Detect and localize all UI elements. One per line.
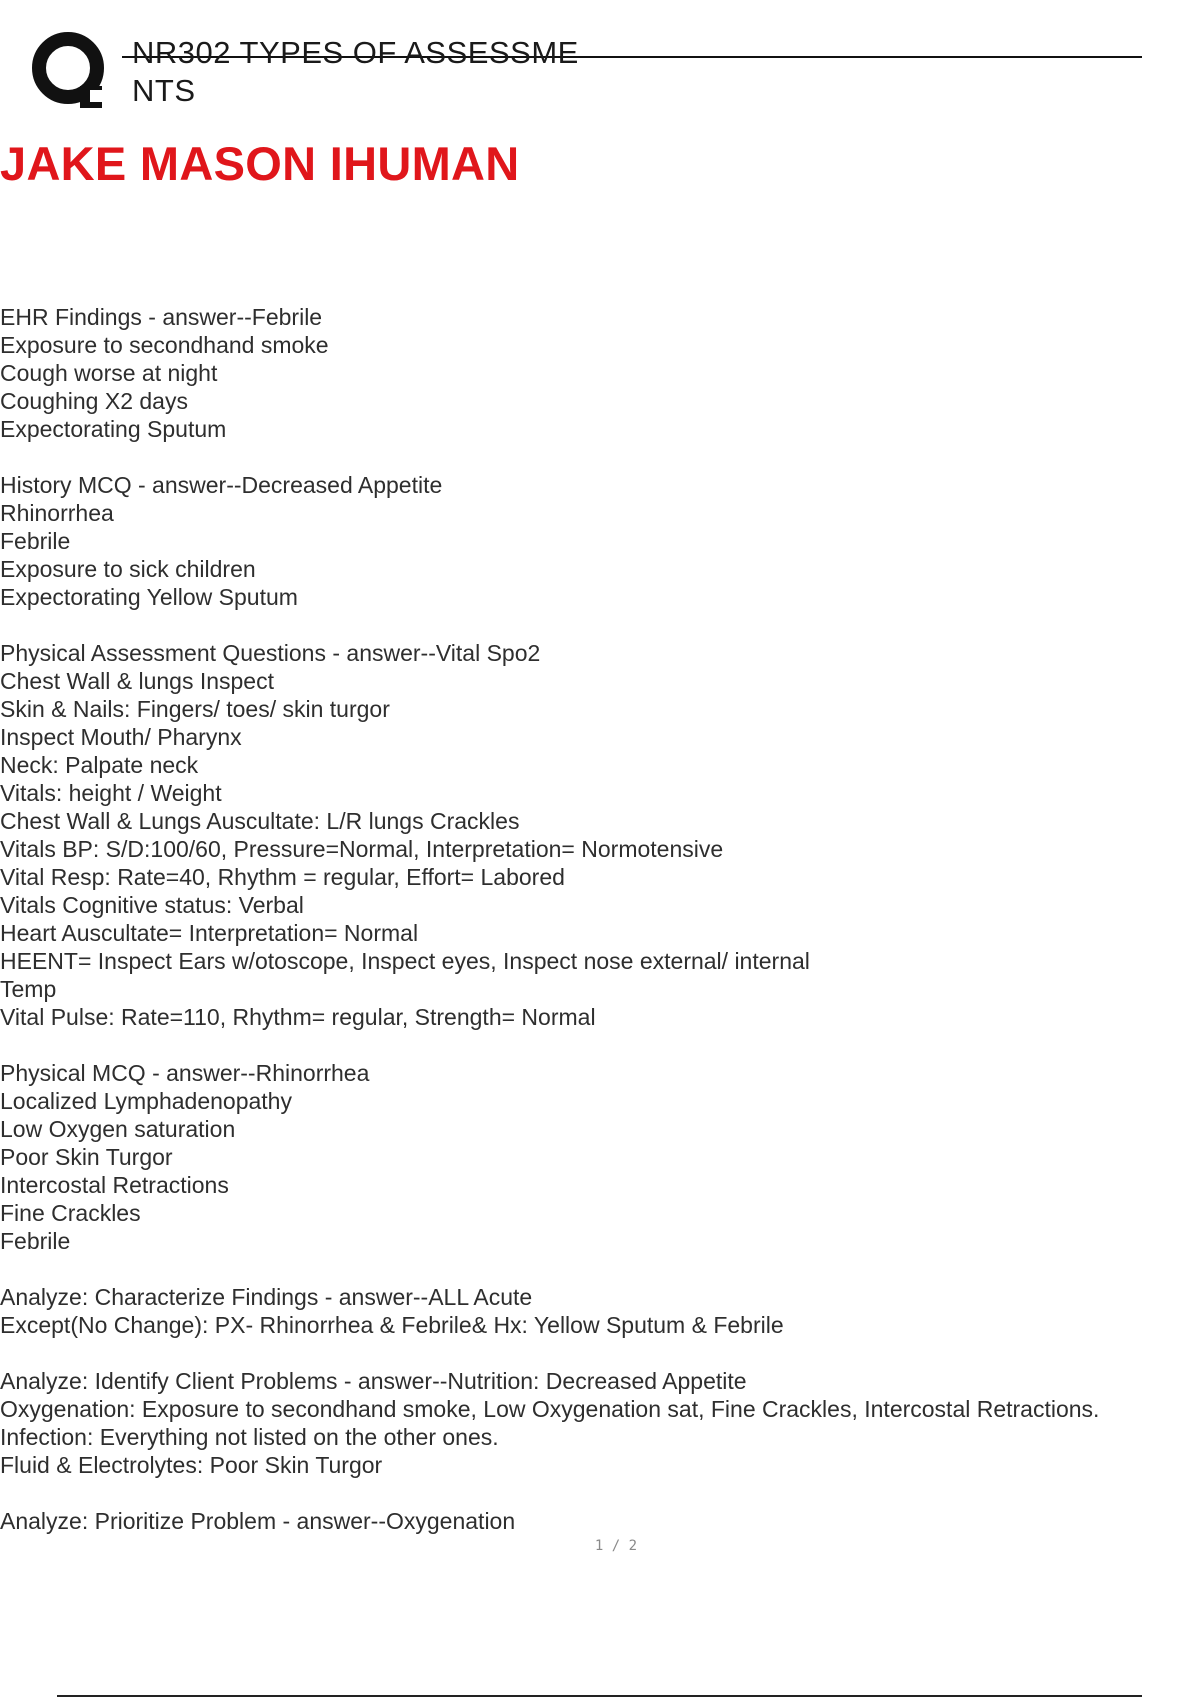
section-heading-line: EHR Findings - answer--Febrile: [0, 304, 323, 330]
text-line: Localized Lymphadenopathy: [0, 1088, 292, 1114]
text-line: Cough worse at night: [0, 360, 218, 386]
text-section: [0, 1507, 1195, 1535]
text-line: Vital Resp: Rate=40, Rhythm = regular, Effort= Labored: [0, 864, 565, 890]
text-line: Expectorating Sputum: [0, 416, 227, 442]
text-section: [0, 639, 1195, 1031]
text-line: Poor Skin Turgor: [0, 1144, 173, 1170]
text-line: Fluid & Electrolytes: Poor Skin Turgor: [0, 1452, 383, 1478]
q-logo-icon: [30, 30, 112, 112]
section-heading-line: Physical MCQ - answer--Rhinorrhea: [0, 1060, 370, 1086]
author-name: JAKE MASON IHUMAN: [0, 137, 520, 190]
section-heading-line: Analyze: Prioritize Problem - answer--Oxygenation: [0, 1508, 516, 1534]
text-line: Chest Wall & lungs Inspect: [0, 668, 274, 694]
text-line: HEENT= Inspect Ears w/otoscope, Inspect eyes, Inspect nose external/ internal: [0, 948, 810, 974]
text-line: Exposure to secondhand smoke: [0, 332, 329, 358]
text-line: Rhinorrhea: [0, 500, 114, 526]
text-line: Expectorating Yellow Sputum: [0, 584, 298, 610]
footer-divider: [57, 1695, 1142, 1697]
page-number: 1 / 2: [594, 1538, 638, 1554]
text-line: Neck: Palpate neck: [0, 752, 199, 778]
document-body: [0, 303, 1195, 1563]
text-line: Intercostal Retractions: [0, 1172, 229, 1198]
text-section: [0, 1367, 1195, 1479]
text-line: Temp: [0, 976, 57, 1002]
section-heading-line: History MCQ - answer--Decreased Appetite: [0, 472, 443, 498]
section-heading-line: Physical Assessment Questions - answer--Vital Spo2: [0, 640, 541, 666]
section-heading-line: Analyze: Characterize Findings - answer--ALL Acute: [0, 1284, 533, 1310]
text-line: Inspect Mouth/ Pharynx: [0, 724, 242, 750]
text-line: Exposure to sick children: [0, 556, 256, 582]
text-line: Febrile: [0, 528, 71, 554]
text-line: Febrile: [0, 1228, 71, 1254]
text-line: Fine Crackles: [0, 1200, 141, 1226]
document-title: NR302 TYPES OF ASSESSMENTS: [132, 35, 579, 108]
text-line: Heart Auscultate= Interpretation= Normal: [0, 920, 419, 946]
text-line: Coughing X2 days: [0, 388, 188, 414]
text-section: [0, 471, 1195, 611]
text-section: [0, 1283, 1195, 1339]
text-line: Oxygenation: Exposure to secondhand smoke, Low Oxygenation sat, Fine Crackles, Intercostal Retractions.: [0, 1396, 1100, 1422]
document-header: [0, 0, 1200, 120]
text-line: Skin & Nails: Fingers/ toes/ skin turgor: [0, 696, 390, 722]
section-heading-line: Analyze: Identify Client Problems - answer--Nutrition: Decreased Appetite: [0, 1368, 747, 1394]
text-line: Vitals BP: S/D:100/60, Pressure=Normal, Interpretation= Normotensive: [0, 836, 724, 862]
text-line: Infection: Everything not listed on the other ones.: [0, 1424, 499, 1450]
text-section: [0, 1059, 1195, 1255]
text-section: [0, 303, 1195, 443]
text-line: Vitals Cognitive status: Verbal: [0, 892, 304, 918]
text-line: Vitals: height / Weight: [0, 780, 222, 806]
text-line: Chest Wall & Lungs Auscultate: L/R lungs Crackles: [0, 808, 520, 834]
text-line: Vital Pulse: Rate=110, Rhythm= regular, Strength= Normal: [0, 1004, 596, 1030]
text-line: Except(No Change): PX- Rhinorrhea & Febrile& Hx: Yellow Sputum & Febrile: [0, 1312, 784, 1338]
text-line: Low Oxygen saturation: [0, 1116, 236, 1142]
